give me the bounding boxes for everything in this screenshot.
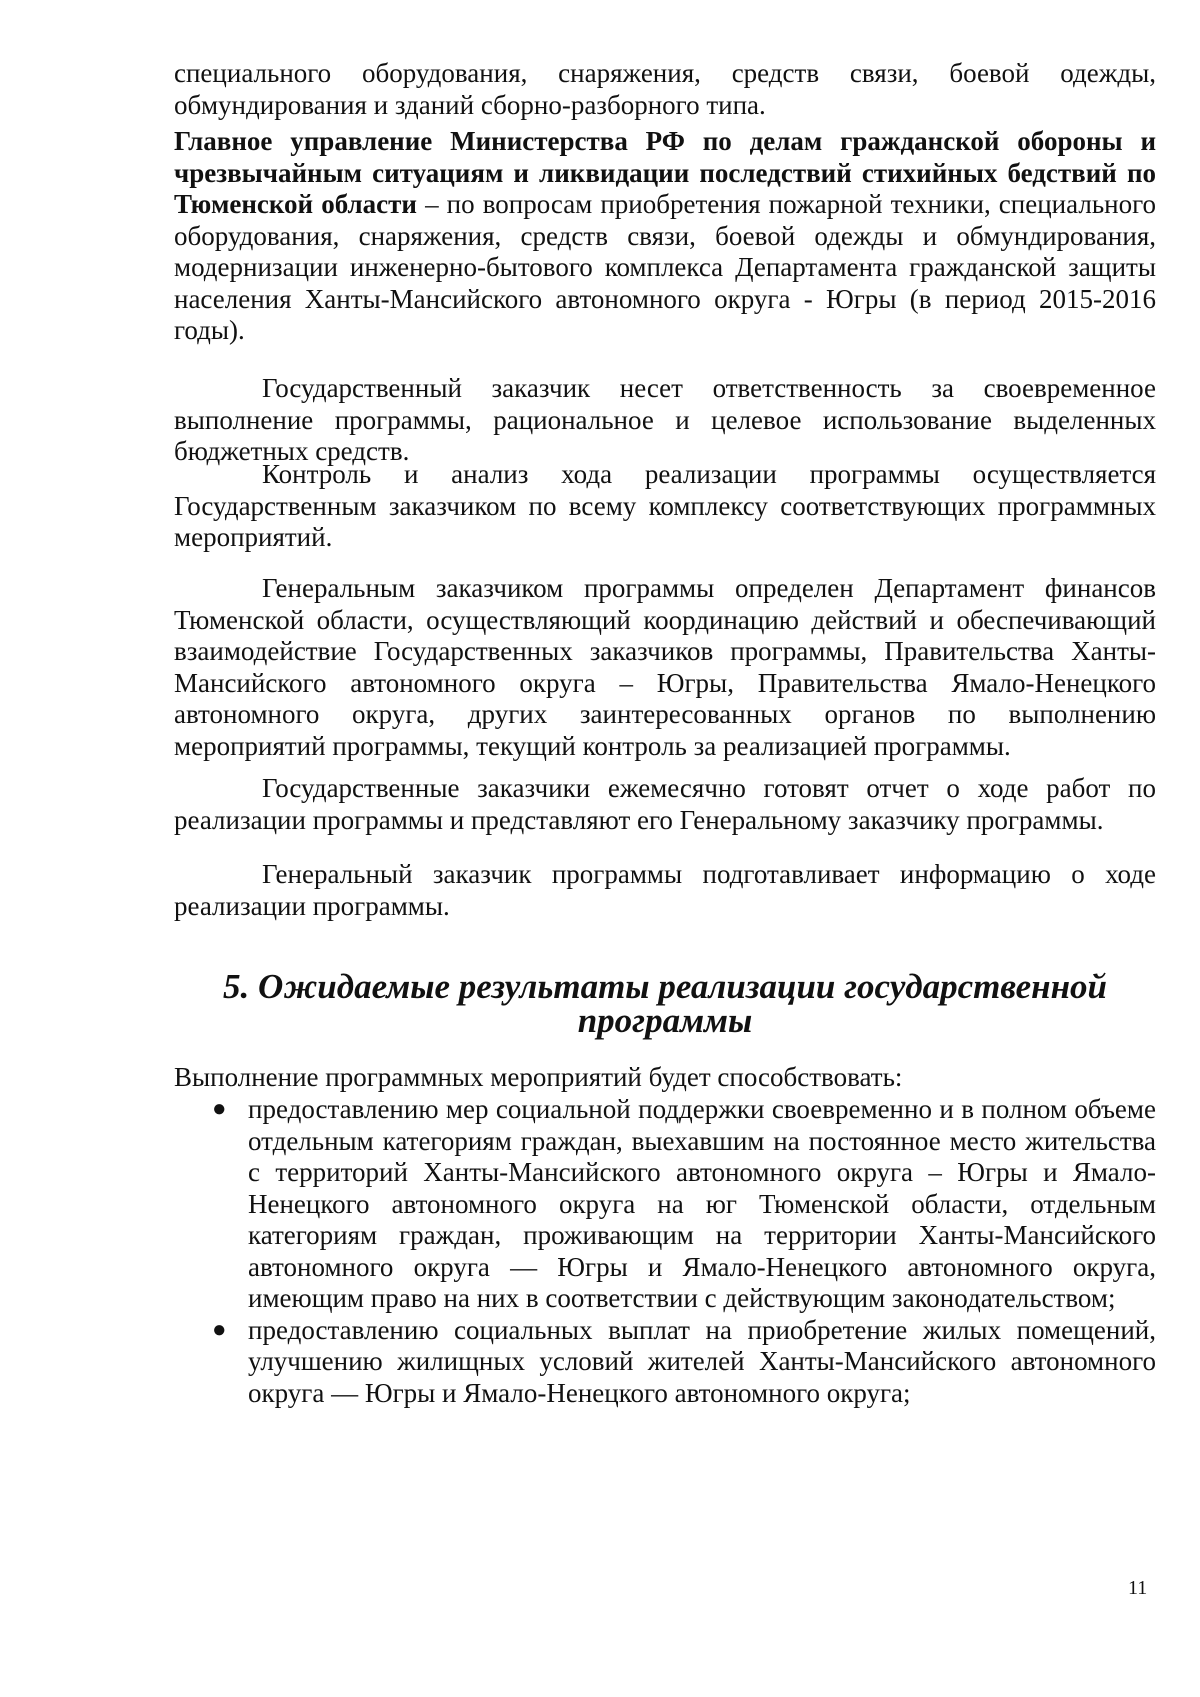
paragraph-equipment-continuation: специального оборудования, снаряжения, средств связи, боевой одежды, обмундирования и зданий сборно-разборного типа. [174,58,1156,120]
ministry-duties-text: – по вопросам приобретения пожарной техники, специального оборудования, снаряжения, средств связи, боевой одежды и обмундирования, модернизации инженерно-бытового комплекса Департамента гражданской защиты населения Ханты-Мансийского автономного округа - Югры (в период 2015-2016 годы). [174,189,1156,345]
page-number: 11 [1128,1577,1148,1599]
paragraph-general-customer: Генеральным заказчиком программы определен Департамент финансов Тюменской области, осуществляющий координацию действий и обеспечивающий взаимодействие Государственных заказчиков программы, Правительства Ханты-Мансийского автономного округа – Югры, Правительства Ямало-Ненецкого автономного округа, других заинтересованных органов по выполнению мероприятий программы, текущий контроль за реализацией программы. [174,573,1156,761]
section-heading: 5. Ожидаемые результаты реализации государственной программы [223,967,1107,1040]
paragraph-general-customer-info: Генеральный заказчик программы подготавливает информацию о ходе реализации программы. [174,859,1156,921]
paragraph-emergency-ministry [174,126,1156,347]
list-item-text: предоставлению мер социальной поддержки своевременно и в полном объеме отдельным категориям граждан, выехавшим на постоянное место жительства с территорий Ханты-Мансийского автономного округа – Югры и Ямало-Ненецкого автономного округа на юг Тюменской области, отдельным категориям граждан, проживающим на территории Ханты-Мансийского автономного округа — Югры и Ямало-Ненецкого автономного округа, имеющим право на них в соответствии с действующим законодательством; [248,1094,1156,1313]
section-intro: Выполнение программных мероприятий будет способствовать: [174,1062,903,1092]
paragraph-control-analysis: Контроль и анализ хода реализации программы осуществляется Государственным заказчиком по всему комплексу соответствующих программных мероприятий. [174,459,1156,552]
bullet-icon: ● [212,1096,227,1122]
paragraph-state-customer-responsibility: Государственный заказчик несет ответственность за своевременное выполнение программы, рациональное и целевое использование выделенных бюджетных средств. [174,373,1156,466]
list-item-text: предоставлению социальных выплат на приобретение жилых помещений, улучшению жилищных условий жителей Ханты-Мансийского автономного округа — Югры и Ямало-Ненецкого автономного округа; [248,1314,1156,1408]
ministry-name-bold: Главное управление Министерства РФ по делам гражданской обороны и чрезвычайным ситуациям и ликвидации последствий стихийных бедствий по Тюменской области [174,126,1156,219]
list-item [174,1315,1156,1410]
paragraph-monthly-reports: Государственные заказчики ежемесячно готовят отчет о ходе работ по реализации программы и представляют его Генеральному заказчику программы. [174,773,1156,835]
bullet-icon: ● [212,1316,227,1343]
list-item [174,1094,1156,1315]
results-list [174,1094,1156,1409]
